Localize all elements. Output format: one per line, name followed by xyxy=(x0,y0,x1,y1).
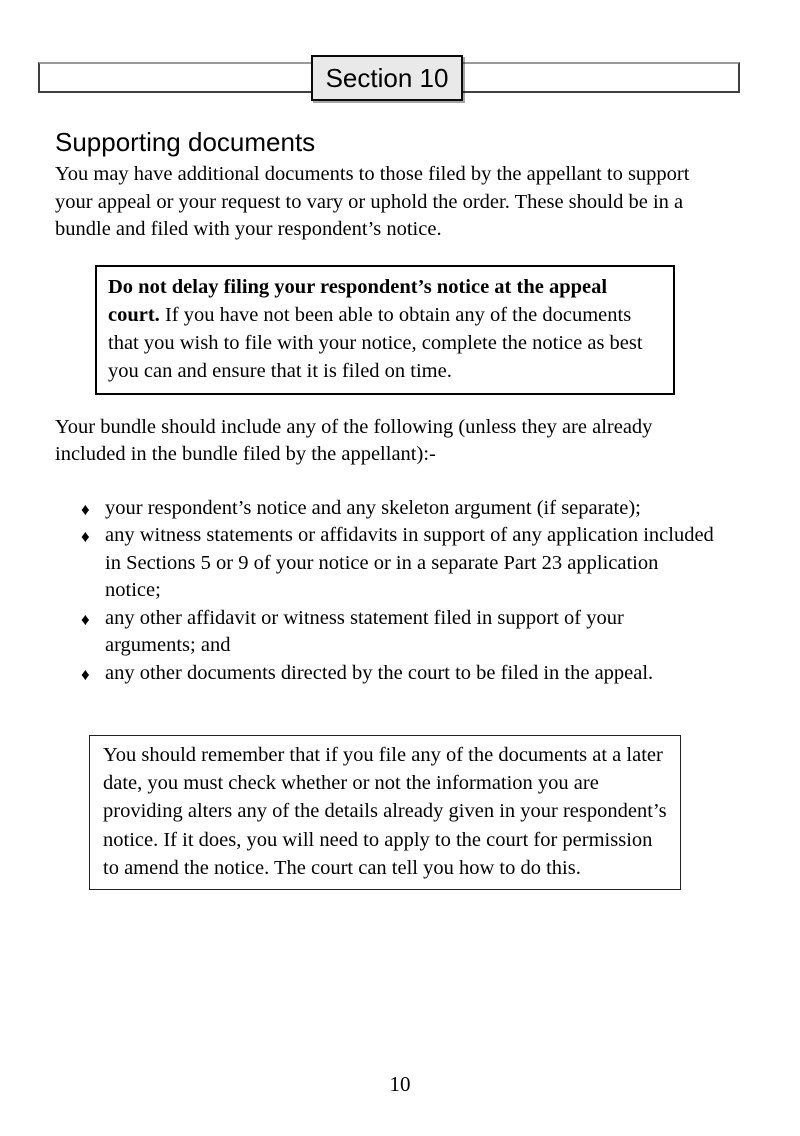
diamond-bullet-icon: ♦ xyxy=(81,499,90,519)
warning-box-text: If you have not been able to obtain any of the documents that you wish to file with your notice, complete the notice as best you can and ensure that it is filed on time. xyxy=(108,303,643,382)
page-number: 10 xyxy=(389,1072,411,1096)
list-item xyxy=(55,495,715,523)
section-banner-label: Section 10 xyxy=(325,62,449,93)
diamond-bullet-icon: ♦ xyxy=(81,527,90,546)
list-item-text: any other documents directed by the court to be filed in the appeal. xyxy=(105,661,654,684)
bullet-list xyxy=(55,495,715,688)
note-box xyxy=(89,735,681,890)
section-banner xyxy=(311,55,463,101)
warning-box xyxy=(95,265,675,395)
list-item-text: any other affidavit or witness statement filed in support of your arguments; and xyxy=(105,606,624,656)
bundle-intro-paragraph: Your bundle should include any of the following (unless they are already included in the bundle filed by the appellant):- xyxy=(55,415,653,465)
warning-box-bold-text: Do not delay filing your respondent’s notice at the appeal court. xyxy=(108,275,608,326)
page-content xyxy=(55,126,750,890)
diamond-bullet-icon: ♦ xyxy=(81,609,90,629)
list-item xyxy=(55,522,715,605)
list-item xyxy=(55,660,715,688)
list-item xyxy=(55,605,715,660)
page-title: Supporting documents xyxy=(55,127,316,157)
note-box-text: You should remember that if you file any of the documents at a later date, you must check whether or not the information you are providing alters any of the details already given in your respondent’s notice. If it does, you will need to apply to the court for permission to amend the notice. The court can tell you how to do this. xyxy=(103,744,667,879)
list-item-text: your respondent’s notice and any skeleton argument (if separate); xyxy=(105,496,641,519)
diamond-bullet-icon: ♦ xyxy=(81,664,90,684)
intro-paragraph: You may have additional documents to those filed by the appellant to support your appeal or your request to vary or uphold the order. These should be in a bundle and filed with your respondent’s notice. xyxy=(55,163,690,240)
list-item-text: any witness statements or affidavits in support of any application included in Sections 5 or 9 of your notice or in a separate Part 23 application notice; xyxy=(105,524,714,601)
